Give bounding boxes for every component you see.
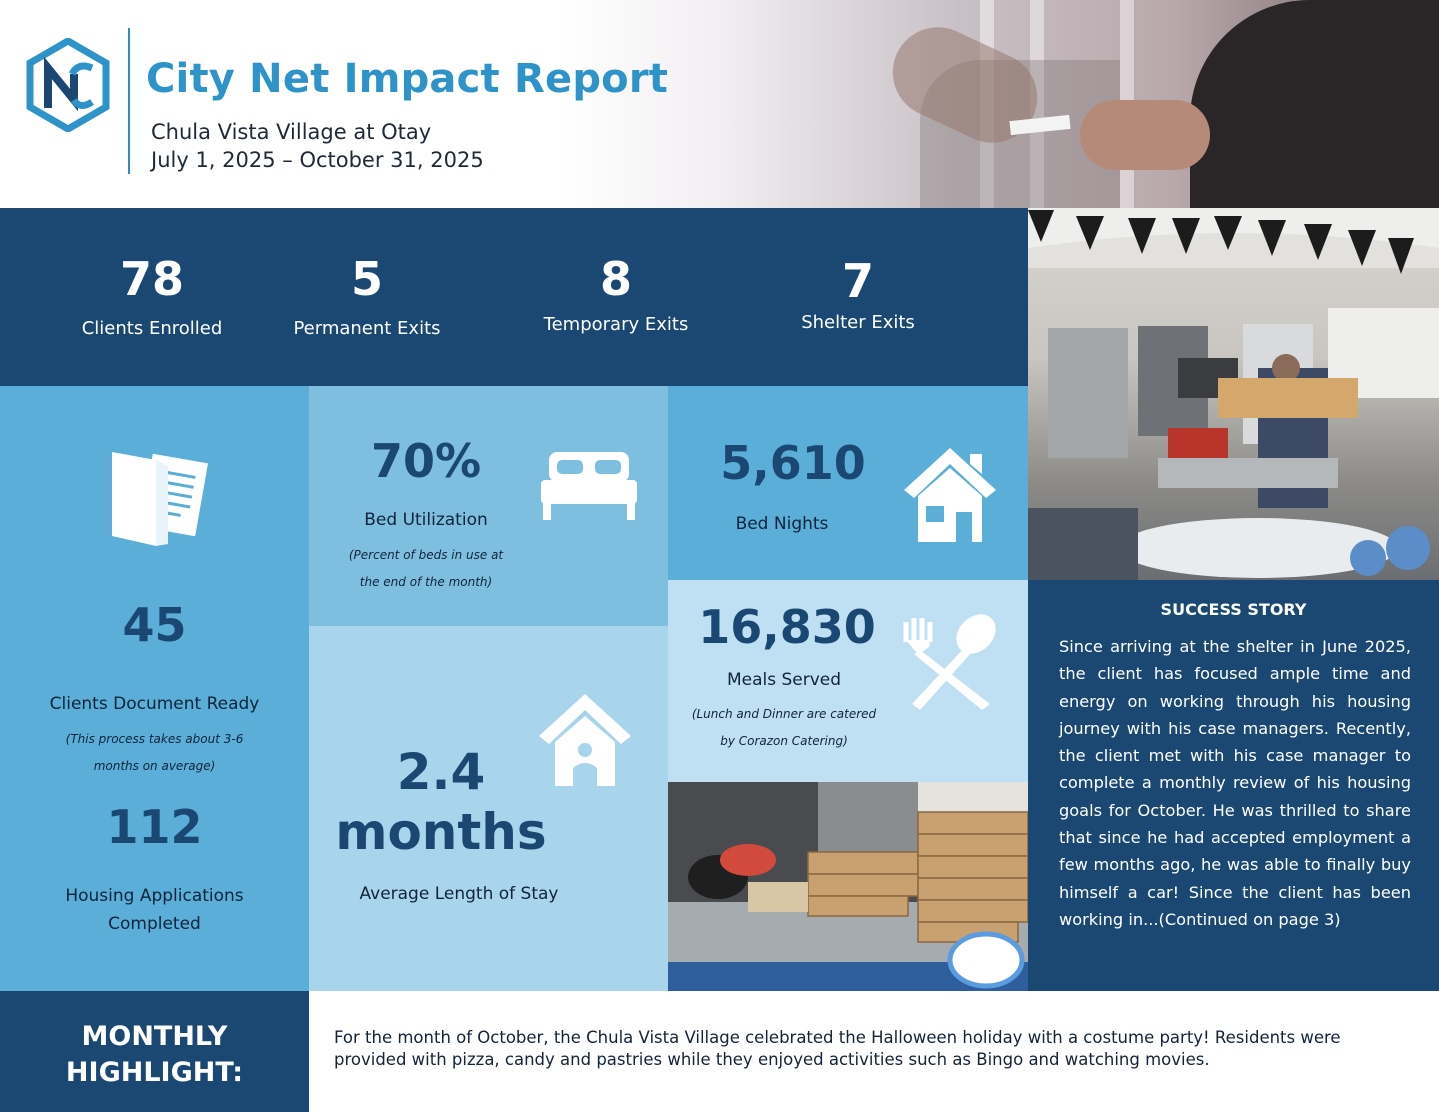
bed-nights-value: 5,610	[720, 436, 866, 490]
monthly-highlight-panel	[309, 991, 1439, 1112]
documents-note	[0, 726, 309, 780]
report-date-range: July 1, 2025 – October 31, 2025	[151, 148, 484, 172]
housing-apps-label	[0, 882, 309, 938]
length-of-stay-label: Average Length of Stay	[359, 884, 559, 904]
bed-utilization-value: 70%	[370, 434, 482, 488]
success-story-body: Since arriving at the shelter in June 2025, the client has focused ample time and energy on working through his housing journey with his case managers. Recently, the client met with his case manager to complete a monthly review of his housing goals for October. He was thrilled to share that since he had accepted employment a few months ago, he was able to finally buy himself a car! Since the client has been working in...(Continued on page 3)	[1059, 637, 1411, 929]
length-of-stay-unit: months	[335, 803, 547, 861]
meals-value: 16,830	[698, 600, 876, 654]
meals-panel	[668, 580, 1028, 782]
documents-note-line: (This process takes about 3-6	[65, 732, 244, 746]
bed-utilization-note-line: (Percent of beds in use at	[348, 548, 504, 562]
fork-spoon-icon	[900, 612, 1000, 712]
kitchen-photo-illustration	[1028, 208, 1439, 580]
stat-label: Permanent Exits	[293, 318, 441, 339]
meals-note	[668, 701, 900, 755]
stat-value: 8	[599, 252, 632, 306]
documents-icon	[104, 446, 208, 550]
pizza-photo-illustration	[668, 782, 1028, 991]
city-net-logo-icon	[26, 38, 110, 132]
photo-person-sleeve	[1190, 0, 1439, 208]
bed-utilization-note	[309, 542, 543, 596]
monthly-highlight-label-panel	[0, 991, 309, 1112]
stat-label: Clients Enrolled	[81, 318, 223, 339]
length-of-stay-number: 2.4	[396, 743, 486, 801]
length-of-stay-panel	[309, 626, 668, 991]
stat-value: 78	[119, 252, 184, 306]
success-story-heading: SUCCESS STORY	[1160, 600, 1307, 619]
housing-apps-label-line: Completed	[108, 914, 201, 934]
success-story-panel	[1028, 580, 1439, 991]
housing-apps-value: 112	[106, 800, 203, 854]
stat-value: 7	[841, 254, 874, 308]
report-subtitle	[151, 118, 484, 174]
page-title: City Net Impact Report	[146, 56, 669, 102]
meals-label: Meals Served	[726, 670, 842, 690]
documents-panel	[0, 386, 309, 991]
bed-utilization-label: Bed Utilization	[364, 510, 488, 530]
kitchen-photo	[1028, 208, 1439, 580]
stats-band	[0, 208, 1028, 386]
stat-label: Temporary Exits	[543, 314, 689, 335]
meals-note-line: (Lunch and Dinner are catered	[691, 707, 877, 721]
header-photo-handoff	[560, 0, 1439, 208]
stat-temporary-exits	[506, 252, 726, 335]
monthly-highlight-text: For the month of October, the Chula Vista Village celebrated the Halloween holiday with a costume party! Residents were provided with pizza, candy and pastries while they enjoyed activities such as Bingo and watching movies.	[334, 1028, 1341, 1069]
stat-clients-enrolled	[42, 252, 262, 339]
bed-nights-label: Bed Nights	[735, 514, 829, 534]
header-divider	[128, 28, 130, 174]
monthly-highlight-title	[0, 1019, 309, 1091]
monthly-highlight-title-line: HIGHLIGHT:	[65, 1057, 244, 1088]
meals-note-line: by Corazon Catering)	[720, 734, 848, 748]
bed-nights-panel	[668, 386, 1028, 580]
stat-shelter-exits	[748, 254, 968, 333]
photo-hand	[1080, 100, 1210, 170]
house-icon	[902, 444, 998, 544]
stat-label: Shelter Exits	[801, 312, 915, 333]
documents-value: 45	[122, 598, 187, 652]
length-of-stay-value	[309, 742, 573, 862]
report-header	[0, 0, 1439, 208]
housing-apps-label-line: Housing Applications	[65, 886, 244, 906]
documents-label: Clients Document Ready	[49, 694, 260, 714]
bed-utilization-panel	[309, 386, 668, 626]
documents-note-line: months on average)	[93, 759, 216, 773]
bed-utilization-note-line: the end of the month)	[359, 575, 493, 589]
stat-permanent-exits	[257, 252, 477, 339]
pizza-photo	[668, 782, 1028, 991]
bed-icon	[539, 448, 639, 522]
monthly-highlight-title-line: MONTHLY	[81, 1021, 228, 1052]
report-location: Chula Vista Village at Otay	[151, 120, 432, 144]
stat-value: 5	[350, 252, 383, 306]
